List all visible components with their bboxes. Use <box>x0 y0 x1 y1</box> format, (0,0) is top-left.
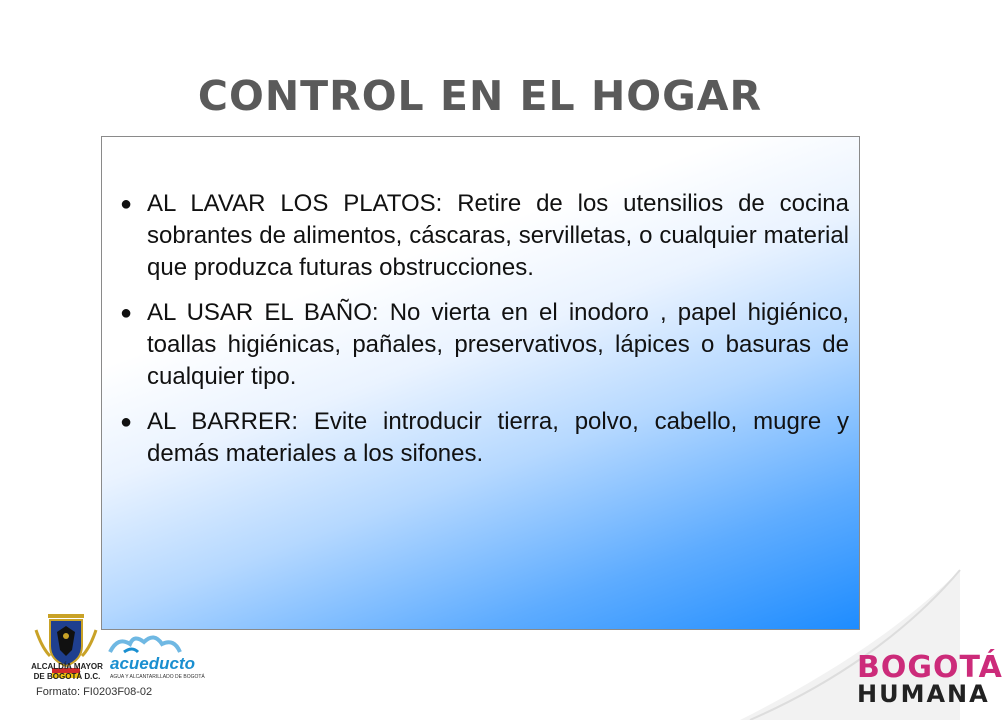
bullet-text: AL LAVAR LOS PLATOS: Retire de los utensilios de cocina sobrantes de alimentos, cáscaras, servilletas, o cualquier material que produzca futuras obstrucciones. <box>147 190 849 281</box>
content-box <box>101 136 860 630</box>
slide-title: CONTROL EN EL HOGAR <box>197 72 763 120</box>
alcaldia-label-line1: ALCALDÍA MAYOR <box>31 662 103 671</box>
acueducto-label: acueducto <box>110 654 196 673</box>
format-code: Formato: FI0203F08-02 <box>36 686 153 698</box>
bullet-item <box>116 297 849 393</box>
bogota-humana-logo-bottom: HUMANA <box>857 680 990 708</box>
bullet-icon: ● <box>120 302 133 324</box>
bogota-humana-logo-top: BOGOTÁ <box>857 650 1003 685</box>
acueducto-tagline: AGUA Y ALCANTARILLADO DE BOGOTÁ <box>110 674 205 680</box>
bullet-icon: ● <box>120 411 133 433</box>
alcaldia-label-line2: DE BOGOTÁ D.C. <box>33 672 101 681</box>
bullet-item <box>116 188 849 284</box>
bullet-icon: ● <box>120 193 133 215</box>
bullet-list <box>116 188 849 483</box>
bullet-text: AL USAR EL BAÑO: No vierta en el inodoro , papel higiénico, toallas higiénicas, pañales, preservativos, lápices o basuras de cualquier tipo. <box>147 299 849 390</box>
bullet-text: AL BARRER: Evite introducir tierra, polvo, cabello, mugre y demás materiales a los sifones. <box>147 408 849 467</box>
bullet-item <box>116 406 849 470</box>
